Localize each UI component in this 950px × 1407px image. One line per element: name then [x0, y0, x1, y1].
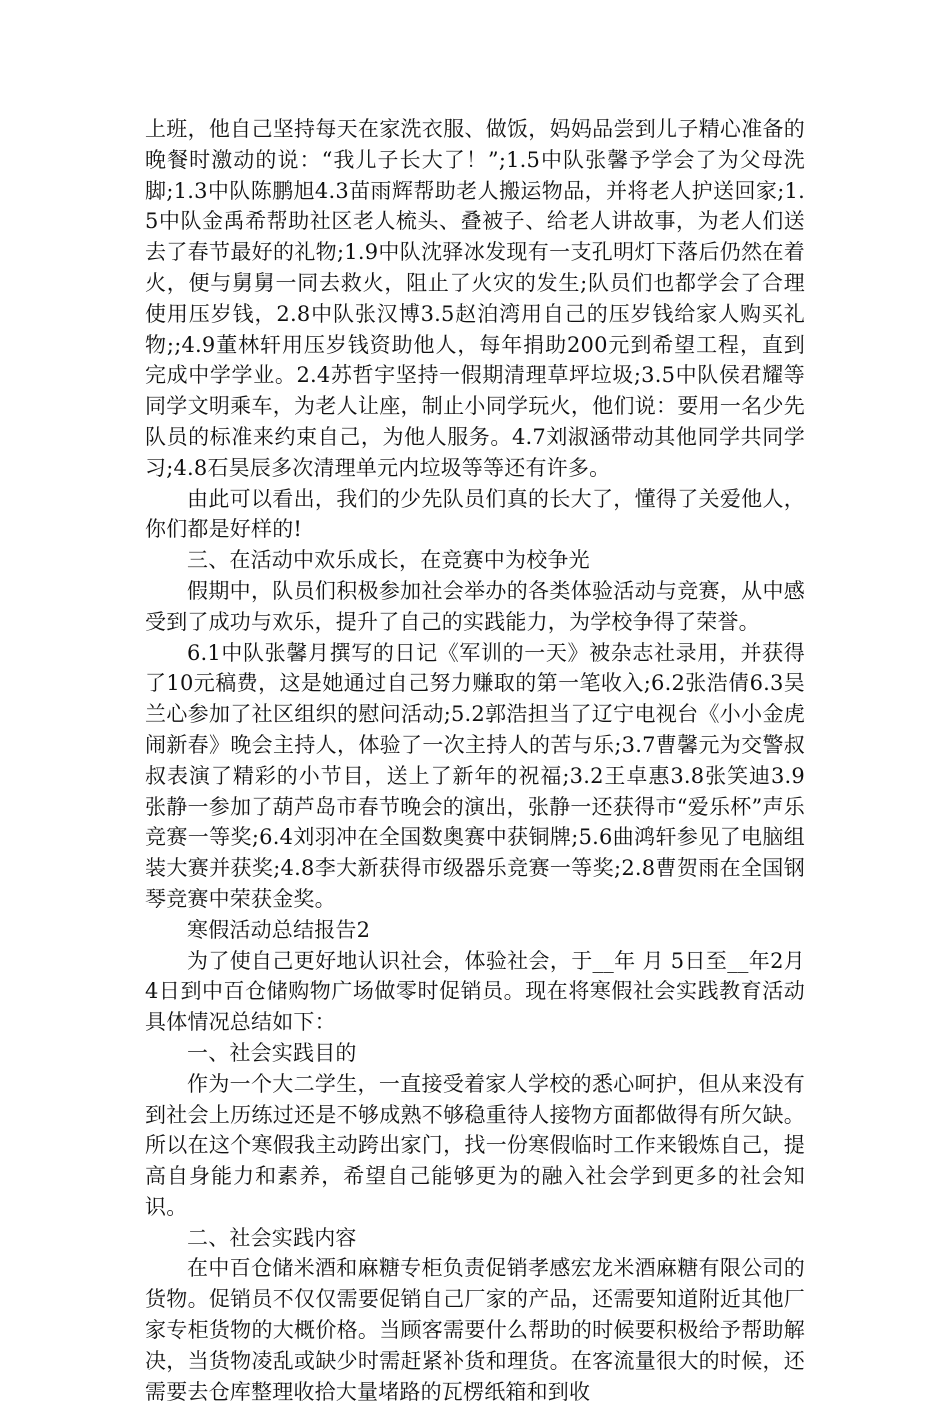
paragraph-volunteer-deeds: 上班，他自己坚持每天在家洗衣服、做饭，妈妈品尝到儿子精心准备的晚餐时激动的说：“我儿子长大了！”;1.5中队张馨予学会了为父母洗脚;1.3中队陈鹏旭4.3苗雨辉帮助老人搬运物品，并将老人护送回家;1.5中队金禹希帮助社区老人梳头、叠被子、给老人讲故事，为老人们送去了春节最好的礼物;1.9中队沈驿冰发现有一支孔明灯下落后仍然在着火，便与舅舅一同去救火，阻止了火灾的发生;队员们也都学会了合理使用压岁钱，2.8中队张汉博3.5赵泊湾用自己的压岁钱给家人购买礼物;;4.9董林轩用压岁钱资助他人，每年捐助200元到希望工程，直到完成中学学业。2.4苏哲宇坚持一假期清理草坪垃圾;3.5中队侯君耀等同学文明乘车，为老人让座，制止小同学玩火，他们说：要用一名少先队员的标准来约束自己，为他人服务。4.7刘淑涵带动其他同学共同学习;4.8石昊辰多次清理单元内垃圾等等还有许多。 [145, 117, 805, 480]
section-heading-3: 三、在活动中欢乐成长，在竞赛中为校争光 [187, 548, 590, 573]
paragraph-content: 在中百仓储米酒和麻糖专柜负责促销孝感宏龙米酒麻糖有限公司的货物。促销员不仅仅需要促销自己厂家的产品，还需要知道附近其他厂家专柜货物的大概价格。当顾客需要什么帮助的时候要积极给予帮助解决，当货物凌乱或缺少时需赶紧补货和理货。在客流量很大的时候，还需要去仓库整理收拾大量堵路的瓦楞纸箱和到收 [145, 1256, 805, 1404]
section-heading-purpose: 一、社会实践目的 [187, 1040, 357, 1065]
paragraph-conclusion: 由此可以看出，我们的少先队员们真的长大了，懂得了关爱他人，你们都是好样的! [145, 486, 805, 542]
section-heading-content: 二、社会实践内容 [187, 1225, 357, 1250]
document-body [145, 114, 805, 1407]
paragraph-report-intro: 为了使自己更好地认识社会，体验社会，于__年 月 5日至__年2月4日到中百仓储购物广场做零时促销员。现在将寒假社会实践教育活动具体情况总结如下： [145, 948, 805, 1035]
report-title-2: 寒假活动总结报告2 [187, 917, 371, 942]
paragraph-purpose: 作为一个大二学生，一直接受着家人学校的悉心呵护，但从来没有到社会上历练过还是不够成熟不够稳重待人接物方面都做得有所欠缺。所以在这个寒假我主动跨出家门，找一份寒假临时工作来锻炼自己，提高自身能力和素养，希望自己能够更为的融入社会学到更多的社会知识。 [145, 1071, 805, 1219]
paragraph-awards: 6.1中队张馨月撰写的日记《军训的一天》被杂志社录用，并获得了10元稿费，这是她通过自己努力赚取的第一笔收入;6.2张浩倩6.3吴兰心参加了社区组织的慰问活动;5.2郭浩担当了辽宁电视台《小小金虎闹新春》晚会主持人，体验了一次主持人的苦与乐;3.7曹馨元为交警叔叔表演了精彩的小节目，送上了新年的祝福;3.2王卓惠3.8张笑迪3.9张静一参加了葫芦岛市春节晚会的演出，张静一还获得市“爱乐杯”声乐竞赛一等奖;6.4刘羽冲在全国数奥赛中获铜牌;5.6曲鸿轩参见了电脑组装大赛并获奖;4.8李大新获得市级器乐竞赛一等奖;2.8曹贺雨在全国钢琴竞赛中荣获金奖。 [145, 640, 805, 911]
paragraph-activities-intro: 假期中，队员们积极参加社会举办的各类体验活动与竞赛，从中感受到了成功与欢乐，提升了自己的实践能力，为学校争得了荣誉。 [145, 578, 805, 634]
